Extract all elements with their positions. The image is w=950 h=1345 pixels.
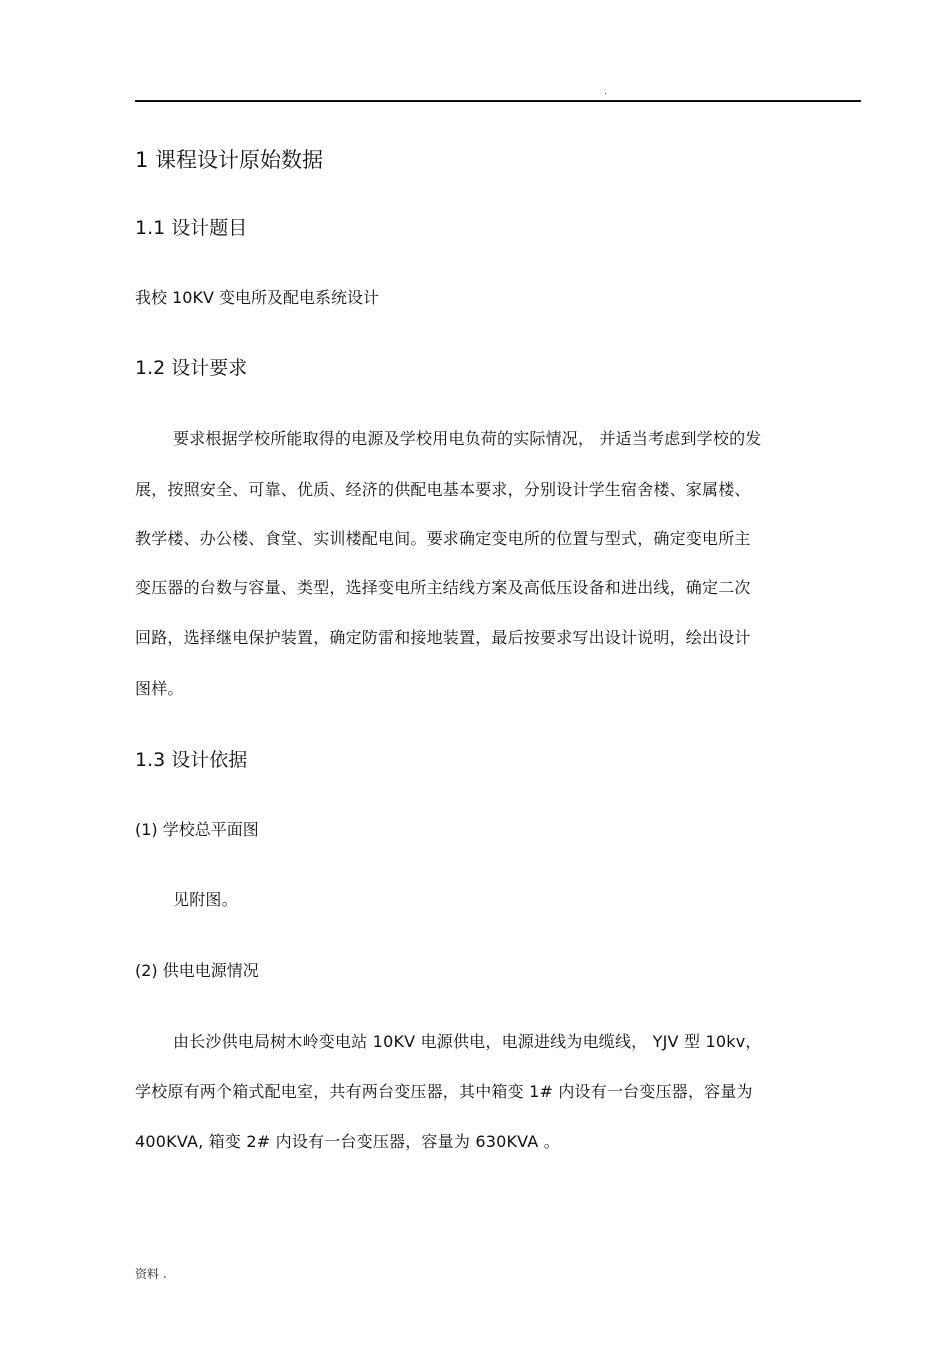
requirement-line: 教学楼、办公楼、食堂、实训楼配电间。要求确定变电所的位置与型式，确定变电所主 <box>135 529 751 548</box>
item-2-label: (2) 供电电源情况 <box>135 961 259 980</box>
requirement-line: 变压器的台数与容量、类型，选择变电所主结线方案及高低压设备和进出线，确定二次 <box>135 578 751 597</box>
header-dot: . <box>604 86 608 97</box>
power-supply-line: 由长沙供电局树木岭变电站 10KV 电源供电，电源进线为电缆线， YJV 型 10kv， <box>173 1032 762 1051</box>
requirement-line: 回路，选择继电保护装置，确定防雷和接地装置，最后按要求写出设计说明，绘出设计 <box>135 628 751 647</box>
requirement-line: 要求根据学校所能取得的电源及学校用电负荷的实际情况， 并适当考虑到学校的发 <box>173 429 762 448</box>
item-1-text: 见附图。 <box>173 890 238 909</box>
power-supply-line: 学校原有两个箱式配电室，共有两台变压器，其中箱变 1# 内设有一台变压器，容量为 <box>135 1082 753 1101</box>
requirement-line: 展，按照安全、可靠、优质、经济的供配电基本要求，分别设计学生宿舍楼、家属楼、 <box>135 480 751 499</box>
page-footer: 资料 . <box>135 1267 167 1281</box>
power-supply-line: 400KVA, 箱变 2# 内设有一台变压器，容量为 630KVA 。 <box>135 1132 560 1151</box>
section-1-1-title: 1.1 设计题目 <box>135 217 248 239</box>
item-1-label: (1) 学校总平面图 <box>135 820 259 839</box>
header-rule <box>135 100 861 102</box>
chapter-heading: 1 课程设计原始数据 <box>135 148 324 172</box>
section-1-1-text: 我校 10KV 变电所及配电系统设计 <box>135 288 379 307</box>
section-1-3-title: 1.3 设计依据 <box>135 749 248 771</box>
section-1-2-title: 1.2 设计要求 <box>135 357 248 379</box>
requirement-line: 图样。 <box>135 679 184 698</box>
